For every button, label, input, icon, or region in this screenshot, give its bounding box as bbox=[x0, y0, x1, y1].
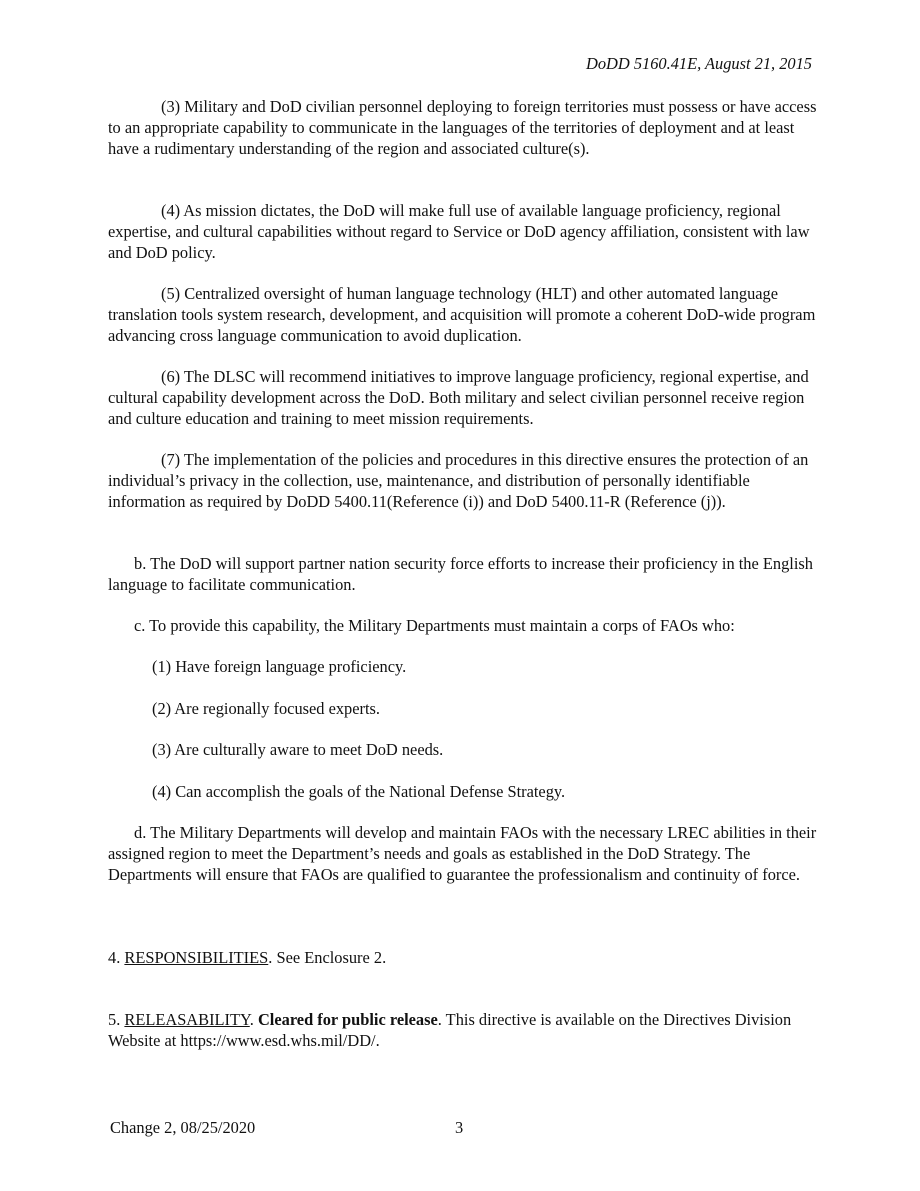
footer-change-notice: Change 2, 08/25/2020 bbox=[110, 1118, 256, 1137]
paragraph-d: d. The Military Departments will develop and maintain FAOs with the necessary LREC abilities in their assigned region to meet the Department’s needs and goals as established in the DoD Strategy. The Departments will ensure that FAOs are qualified to guarantee the professionalism and continuity of force. bbox=[108, 823, 817, 884]
section-heading: RELEASABILITY bbox=[124, 1010, 250, 1029]
release-status: Cleared for public release bbox=[257, 1010, 438, 1029]
section-number: 4. bbox=[108, 948, 125, 967]
policy-item-6: (6) The DLSC will recommend initiatives to improve language proficiency, regional expertise, and cultural capability development across the DoD. Both military and select civilian personnel receive region and culture education and training to meet mission requirements. bbox=[108, 367, 809, 428]
policy-item-3: (3) Military and DoD civilian personnel deploying to foreign territories must possess or have access to an appropriate capability to communicate in the languages of the territories of deployment and at least have a rudimentary understanding of the region and associated culture(s). bbox=[108, 97, 817, 158]
section-releasability bbox=[108, 1010, 820, 1052]
page-number: 3 bbox=[455, 1118, 464, 1137]
section-text: . See Enclosure 2. bbox=[268, 948, 387, 967]
fao-item-1: (1) Have foreign language proficiency. bbox=[152, 657, 407, 676]
section-responsibilities bbox=[108, 948, 820, 969]
fao-item-4: (4) Can accomplish the goals of the National Defense Strategy. bbox=[152, 782, 566, 801]
section-separator: . bbox=[249, 1010, 258, 1029]
policy-item-4: (4) As mission dictates, the DoD will make full use of available language proficiency, regional expertise, and cultural capabilities without regard to Service or DoD agency affiliation, consistent with law and DoD policy. bbox=[108, 201, 810, 262]
fao-item-3: (3) Are culturally aware to meet DoD needs. bbox=[152, 740, 444, 759]
section-heading: RESPONSIBILITIES bbox=[124, 948, 269, 967]
section-text: . This directive is available on the Directives Division Website at https://www.esd.whs.mil/DD/. bbox=[108, 1010, 792, 1050]
fao-item-2: (2) Are regionally focused experts. bbox=[152, 699, 381, 718]
section-number: 5. bbox=[108, 1010, 125, 1029]
policy-item-5: (5) Centralized oversight of human language technology (HLT) and other automated language translation tools system research, development, and acquisition will promote a coherent DoD-wide program advancing cross language communication to avoid duplication. bbox=[108, 284, 816, 345]
policy-item-7: (7) The implementation of the policies and procedures in this directive ensures the protection of an individual’s privacy in the collection, use, maintenance, and distribution of personally identifiable information as required by DoDD 5400.11(Reference (i)) and DoD 5400.11-R (Reference (j)). bbox=[108, 450, 809, 511]
document-header: DoDD 5160.41E, August 21, 2015 bbox=[586, 54, 812, 73]
paragraph-b: b. The DoD will support partner nation security force efforts to increase their proficiency in the English language to facilitate communication. bbox=[108, 554, 813, 594]
paragraph-c: c. To provide this capability, the Military Departments must maintain a corps of FAOs who: bbox=[134, 616, 735, 635]
